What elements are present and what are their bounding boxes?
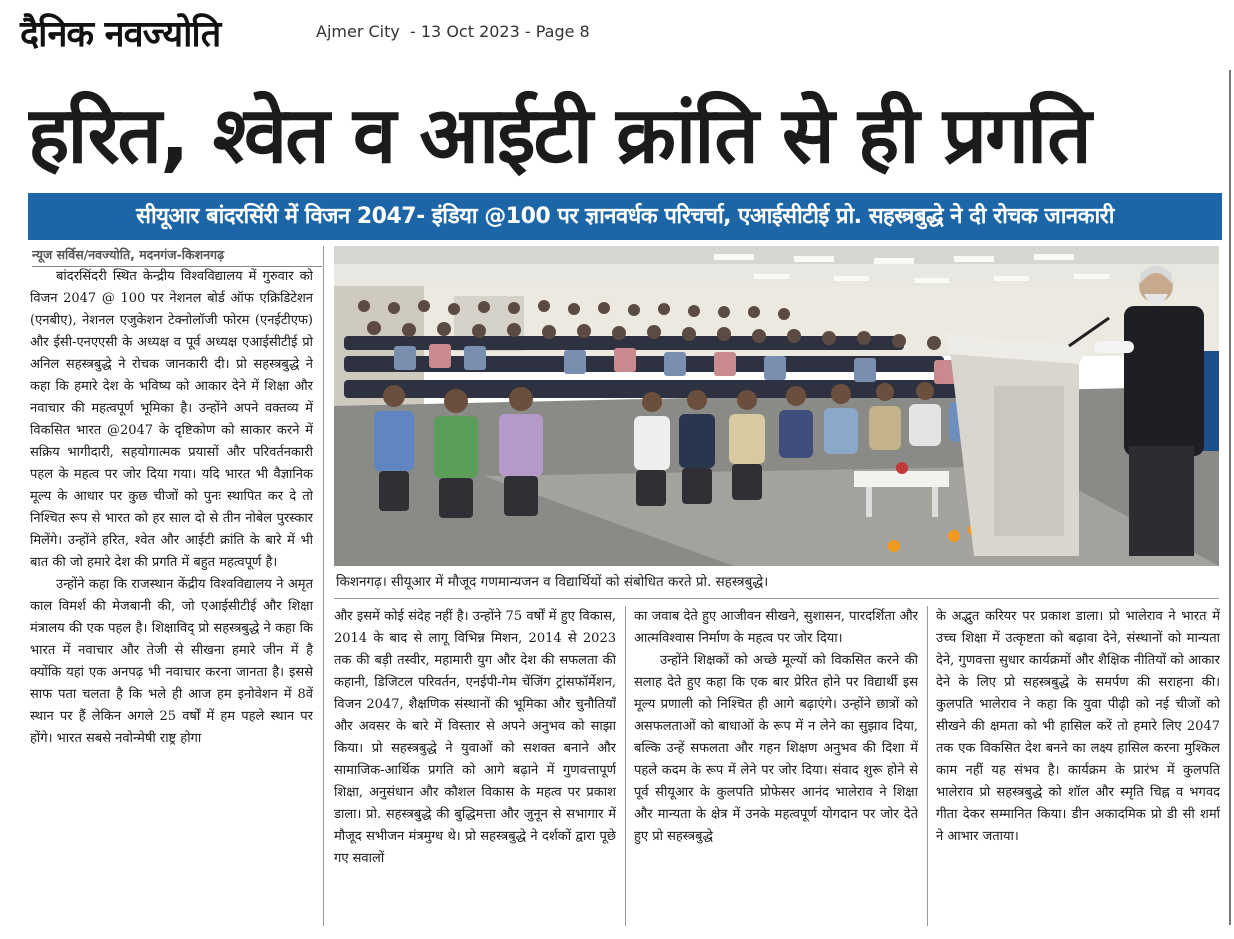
article-paragraph: उन्होंने शिक्षकों को अच्छे मूल्यों को विकसित करने की सलाह देते हुए कहा कि एक बार प्रेरित होने पर विद्यार्थी इस मूल्य प्रणाली को निश्चित ही आगे बढ़ाएंगे। उन्होंने छात्रों को असफलताओं को बाधाओं के रूप में न लेने का सुझाव दिया, बल्कि उन्हें सफलता और गहन शिक्षण अनुभव की दिशा में पहले कदम के रूप में लेने पर जोर दिया। संवाद शुरू होने से पूर्व सीयूआर के कुलपति प्रोफेसर आनंद भालेराव ने शिक्षा और मान्यता के क्षेत्र में उनके महत्वपूर्ण योगदान पर जोर देते हुए प्रो सहस्त्रबुद्धे <box>634 653 918 844</box>
caption-rule <box>334 598 1219 599</box>
masthead: दैनिक नवज्योति <box>20 14 221 55</box>
edition-info: Ajmer City - 13 Oct 2023 - Page 8 <box>316 22 590 41</box>
column-rule <box>625 606 626 926</box>
news-photo <box>334 246 1219 566</box>
page-edge-rule <box>1229 70 1231 925</box>
article-column-1 <box>30 266 313 926</box>
byline: न्यूज सर्विस/नवज्योति, मदनगंज-किशनगढ़ <box>32 246 322 267</box>
column-rule <box>323 246 324 926</box>
article-column-4 <box>936 606 1220 926</box>
article-paragraph: का जवाब देते हुए आजीवन सीखने, सुशासन, पारदर्शिता और आत्मविश्वास निर्माण के महत्व पर जोर दिया। <box>634 609 918 646</box>
article-paragraph: और इसमें कोई संदेह नहीं है। उन्होंने 75 वर्षों में हुए विकास, 2014 के बाद से लागू विभिन्न मिशन, 2014 से 2023 तक की बड़ी तस्वीर, महामारी युग और देश की सफलता की कहानी, डिजिटल परिवर्तन, एनईपी-गेम चेंजिंग ट्रांसफॉर्मेशन, विजन 2047, शैक्षणिक संस्थानों की भूमिका और चुनौतियाँ और अवसर के बारे में विस्तार से अपने अनुभव को साझा किया। प्रो सहस्त्रबुद्धे ने युवाओं को सशक्त बनाने और सामाजिक-आर्थिक प्रगति को आगे बढ़ाने में गुणवत्तापूर्ण शिक्षा, अनुसंधान और कौशल विकास के महत्व पर प्रकाश डाला। प्रो. सहस्त्रबुद्धे की बुद्धिमत्ता और जुनून से सभागार में मौजूद सभीजन मंत्रमुग्ध थे। प्रो सहस्त्रबुद्धे ने दर्शकों द्वारा पूछे गए सवालों <box>334 609 616 866</box>
column-rule <box>927 606 928 926</box>
subheadline: सीयूआर बांदरसिंरी में विजन 2047- इंडिया @100 पर ज्ञानवर्धक परिचर्चा, एआईसीटीई प्रो. सहस्त्रबुद्धे ने दी रोचक जानकारी <box>28 193 1222 240</box>
article-column-2 <box>334 606 616 926</box>
article-paragraph: के अद्भुत करियर पर प्रकाश डाला। प्रो भालेराव ने भारत में उच्च शिक्षा में उत्कृष्टता को बढ़ावा देने, संस्थानों को मान्यता देने, गुणवत्ता सुधार कार्यक्रमों और शैक्षिक नीतियों को आकार देने के लिए प्रो सहस्त्रबुद्धे के समर्पण की सराहना की। कुलपति भालेराव ने कहा कि युवा पीढ़ी को नई चीजों को सीखने की क्षमता को भी हासिल करें तो हमारे लिए 2047 तक एक विकसित देश बनने का लक्ष्य हासिल करना मुश्किल काम नहीं यह संभव है। कार्यक्रम के प्रारंभ में कुलपति भालेराव प्रो सहस्त्रबुद्धे को शॉल और स्मृति चिह्न व भगवद गीता देकर सम्मानित किया। डीन अकादमिक प्रो डी सी शर्मा ने आभार जताया। <box>936 609 1220 844</box>
article-paragraph: बांदरसिंदरी स्थित केन्द्रीय विश्वविद्यालय में गुरुवार को विजन 2047 @ 100 पर नेशनल बोर्ड ऑफ एक्रिडिटेशन (एनबीए), नेशनल एजुकेशन टेक्नोलॉजी फोरम (एनईटीएफ) और ईसी-एनएएसी के अध्यक्ष व पूर्व अध्यक्ष एआईसीटीई प्रो अनिल सहस्त्रबुद्धे ने रोचक जानकारी दी। प्रो सहस्त्रबुद्धे ने कहा कि हमारे देश के भविष्य को आकार देने में शिक्षा और नवाचार की महत्वपूर्ण भूमिका है। उन्होंने अपने वक्तव्य में विकसित भारत @2047 के दृष्टिकोण को साकार करने में सक्रिय भागीदारी, सहयोगात्मक प्रयासों और परिवर्तनकारी पहल के महत्व पर जोर दिया गया। यदि भारत भी वैज्ञानिक मूल्य के आधार पर कुछ चीजों को पुनः स्थापित कर दे तो निश्चित रूप से भारत को हर साल दो से तीन नोबेल पुरस्कार मिलेंगे। उन्होंने हरित, श्वेत और आईटी क्रांति के बारे में भी बात की जो हमारे देश की प्रगति में बहुत महत्वपूर्ण है। <box>30 269 313 570</box>
headline: हरित, श्वेत व आईटी क्रांति से ही प्रगति <box>28 91 1090 181</box>
photo-caption: किशनगढ़। सीयूआर में मौजूद गणमान्यजन व विद्यार्थियों को संबोधित करते प्रो. सहस्त्रबुद्धे। <box>336 574 769 590</box>
article-column-3 <box>634 606 918 926</box>
article-paragraph: उन्होंने कहा कि राजस्थान केंद्रीय विश्वविद्यालय ने अमृत काल विमर्श की मेजबानी की, जो एआईसीटीई और शिक्षा मंत्रालय की एक पहल है। शिक्षाविद् प्रो सहस्त्रबुद्धे ने कहा कि भारत में नवाचार और तेजी से सीखना हमारे जीन में है क्योंकि यहां एक अनपढ़ भी नवाचार करना जानता है। इससे साफ पता चलता है कि भले ही आज हम इनोवेशन में 8वें स्थान पर हैं लेकिन अगले 25 वर्षों में हम पहले स्थान पर होंगे। भारत सबसे नवोन्मेषी राष्ट्र होगा <box>30 577 313 746</box>
